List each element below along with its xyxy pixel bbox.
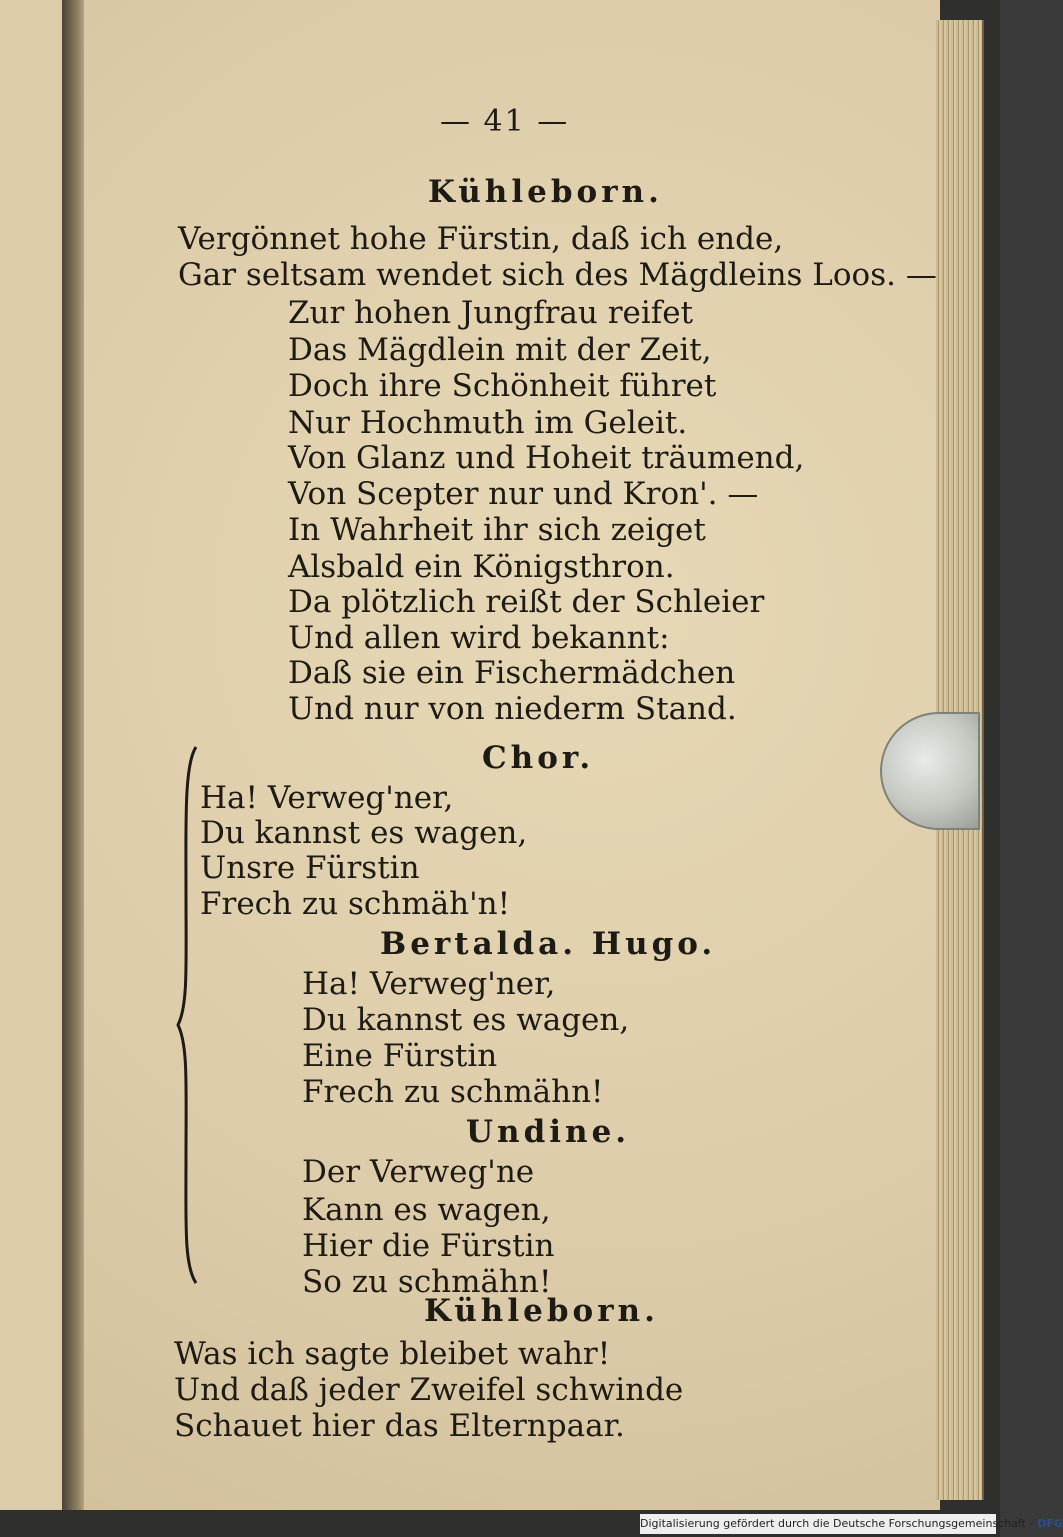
page-number: — 41 — <box>440 104 570 139</box>
verse-line: Daß sie ein Fischermädchen <box>288 655 736 691</box>
speaker-heading: Kühleborn. <box>424 1293 659 1329</box>
verse-line: Kann es wagen, <box>302 1192 551 1228</box>
verse-line: Eine Fürstin <box>302 1038 498 1074</box>
verse-line: Doch ihre Schönheit führet <box>288 368 717 404</box>
verse-line: Du kannst es wagen, <box>302 1002 630 1038</box>
verse-line: Was ich sagte bleibet wahr! <box>174 1336 611 1372</box>
speaker-heading: Chor. <box>482 740 595 776</box>
facing-page-edge <box>0 0 65 1510</box>
verse-line: Von Scepter nur und Kron'. — <box>288 476 759 512</box>
verse-line: Von Glanz und Hoheit träumend, <box>288 440 805 476</box>
verse-line: So zu schmähn! <box>302 1264 552 1300</box>
verse-line: Gar seltsam wendet sich des Mägdleins Loos. — <box>178 257 937 293</box>
speaker-heading: Kühleborn. <box>428 174 663 210</box>
verse-line: Unsre Fürstin <box>200 850 420 886</box>
verse-line: Zur hohen Jungfrau reifet <box>288 295 694 331</box>
verse-line: Der Verweg'ne <box>302 1154 535 1190</box>
credit-text: Digitalisierung gefördert durch die Deutsche Forschungsgemeinschaft - <box>640 1517 1034 1530</box>
voice-brace <box>176 745 198 1285</box>
verse-line: Ha! Verweg'ner, <box>302 966 556 1002</box>
verse-line: In Wahrheit ihr sich zeiget <box>288 512 706 548</box>
verse-line: Frech zu schmähn! <box>302 1074 604 1110</box>
verse-line: Da plötzlich reißt der Schleier <box>288 584 765 620</box>
verse-line: Und nur von niederm Stand. <box>288 691 737 727</box>
verse-line: Nur Hochmuth im Geleit. <box>288 405 688 441</box>
verse-line: Und daß jeder Zweifel schwinde <box>174 1372 684 1408</box>
verse-line: Alsbald ein Königsthron. <box>288 549 675 585</box>
verse-line: Das Mägdlein mit der Zeit, <box>288 332 712 368</box>
verse-line: Vergönnet hohe Fürstin, daß ich ende, <box>178 221 784 257</box>
verse-line: Hier die Fürstin <box>302 1228 555 1264</box>
dfg-logo: DFG <box>1037 1517 1063 1530</box>
verse-line: Du kannst es wagen, <box>200 815 528 851</box>
verse-line: Schauet hier das Elternpaar. <box>174 1408 625 1444</box>
speaker-heading: Bertalda. Hugo. <box>380 926 717 962</box>
verse-line: Frech zu schmäh'n! <box>200 886 511 922</box>
verse-line: Ha! Verweg'ner, <box>200 780 454 816</box>
speaker-heading: Undine. <box>466 1114 631 1150</box>
digitization-credit <box>640 1514 1063 1534</box>
verse-line: Und allen wird bekannt: <box>288 620 670 656</box>
